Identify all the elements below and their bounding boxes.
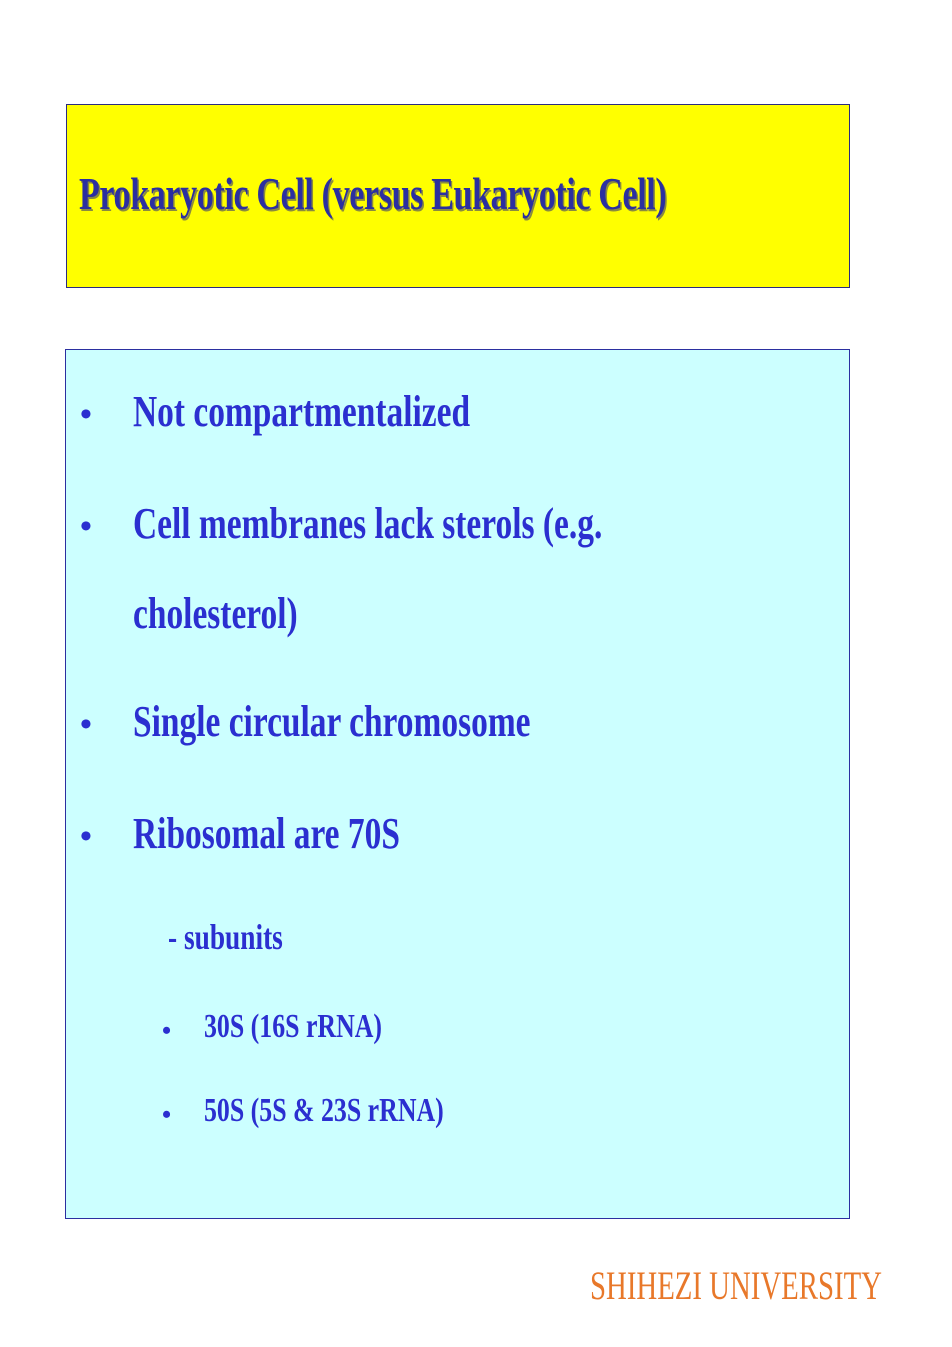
bullet-text: Single circular chromosome <box>133 697 531 746</box>
bullet-text: Not compartmentalized <box>133 387 471 436</box>
sub-bullet-marker: • <box>162 1016 172 1045</box>
sub-label-text: - subunits <box>168 917 283 957</box>
bullet-text: Cell membranes lack sterols (e.g. <box>133 499 603 548</box>
bullet-marker: • <box>80 706 92 743</box>
bullet-marker: • <box>80 396 92 433</box>
bullet-text: cholesterol) <box>133 589 298 638</box>
slide-title: Prokaryotic Cell (versus Eukaryotic Cell) <box>79 168 667 219</box>
sub-bullet-text: 50S (5S & 23S rRNA) <box>204 1092 444 1129</box>
bullet-text: Ribosomal are 70S <box>133 809 400 858</box>
title-box <box>66 104 850 288</box>
sub-bullet-text: 30S (16S rRNA) <box>204 1008 383 1045</box>
sub-bullet-marker: • <box>162 1100 172 1129</box>
bullet-marker: • <box>80 818 92 855</box>
bullet-marker: • <box>80 508 92 545</box>
content-box <box>65 349 850 1219</box>
university-footer: SHIHEZI UNIVERSITY <box>590 1263 882 1308</box>
